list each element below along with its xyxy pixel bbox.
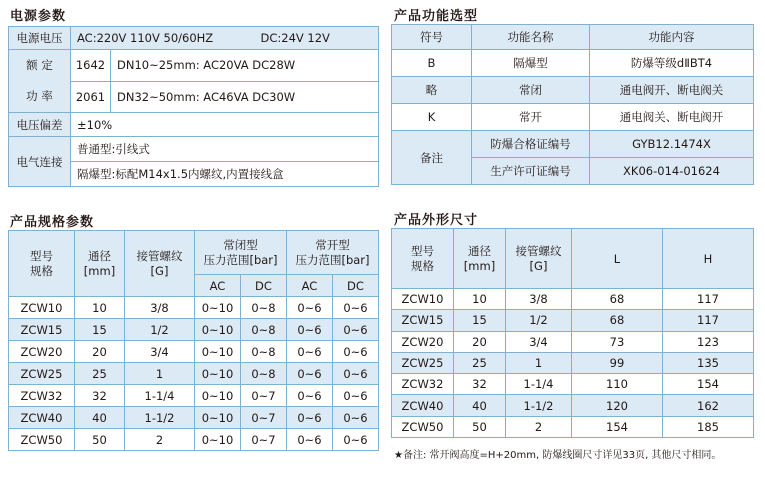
nc-dc-cell: 0~7: [241, 407, 287, 429]
table-row: [392, 310, 754, 331]
model-cell: ZCW15: [392, 310, 454, 331]
h-cell: 135: [663, 352, 754, 373]
no-ac-cell: 0~6: [287, 385, 333, 407]
spec-header-normally-open: [287, 231, 379, 275]
l-cell: 120: [572, 395, 663, 416]
dn-cell: 40: [75, 407, 125, 429]
table-row: [9, 385, 379, 407]
spec-header-model: [9, 231, 75, 297]
rated-power-label: [9, 50, 71, 113]
model-cell: ZCW10: [392, 289, 454, 310]
thread-cell: 3/4: [506, 331, 572, 352]
dn-cell: 25: [454, 352, 506, 373]
rated-code: 1642: [71, 50, 111, 82]
no-dc-cell: 0~6: [333, 297, 379, 319]
voltage-value: [71, 27, 379, 50]
no-dc-cell: 0~6: [333, 319, 379, 341]
nc-ac-cell: 0~10: [195, 429, 241, 451]
connection-normal: 普通型:引线式: [71, 137, 379, 162]
rated-label-line-1: 额 定: [26, 58, 53, 72]
table-row: [9, 319, 379, 341]
model-cell: ZCW20: [9, 341, 75, 363]
no-dc-cell: 0~6: [333, 429, 379, 451]
rated-label-line-2: 功 率: [26, 89, 53, 103]
nc-ac-cell: 0~10: [195, 319, 241, 341]
thread-cell: 3/4: [125, 341, 195, 363]
table-row: [392, 331, 754, 352]
license-value: XK06-014-01624: [590, 158, 754, 185]
rated-range: DN10~25mm: AC20VA DC28W: [111, 50, 379, 82]
thread-cell: 1-1/4: [125, 385, 195, 407]
function-section-title: 产品功能选型: [394, 9, 479, 24]
no-ac-cell: 0~6: [287, 297, 333, 319]
no-dc-cell: 0~6: [333, 385, 379, 407]
no-ac-cell: 0~6: [287, 407, 333, 429]
header-line: 通径: [468, 243, 491, 258]
spec-header-dn: [75, 231, 125, 297]
h-cell: 117: [663, 289, 754, 310]
no-dc-cell: 0~6: [333, 407, 379, 429]
thread-cell: 1: [506, 352, 572, 373]
nc-dc-cell: 0~8: [241, 297, 287, 319]
table-row: [9, 363, 379, 385]
dims-table: [391, 228, 754, 438]
function-content: 防爆等级dⅡBT4: [590, 50, 754, 77]
dn-cell: 32: [454, 374, 506, 395]
license-label: 生产许可证编号: [472, 158, 590, 185]
spec-sub-header: AC: [195, 275, 241, 297]
voltage-label: 电源电压: [9, 27, 71, 50]
rated-code: 2061: [71, 81, 111, 113]
nc-ac-cell: 0~10: [195, 385, 241, 407]
header-line: 规格: [411, 258, 434, 273]
spec-sub-header: DC: [333, 275, 379, 297]
dn-cell: 10: [454, 289, 506, 310]
no-ac-cell: 0~6: [287, 341, 333, 363]
table-row: [9, 297, 379, 319]
header-line: [G]: [529, 258, 548, 273]
l-cell: 99: [572, 352, 663, 373]
remark-label: 备注: [392, 131, 472, 185]
function-header: 功能内容: [590, 25, 754, 50]
function-name: 常开: [472, 104, 590, 131]
table-row: [392, 416, 754, 437]
header-line: 常开型: [315, 237, 350, 252]
model-cell: ZCW50: [9, 429, 75, 451]
thread-cell: 3/8: [125, 297, 195, 319]
thread-cell: 2: [506, 416, 572, 437]
header-line: 接管螺纹: [515, 243, 562, 258]
nc-ac-cell: 0~10: [195, 341, 241, 363]
model-cell: ZCW40: [9, 407, 75, 429]
table-row: [392, 50, 754, 77]
voltage-dc: DC:24V 12V: [260, 31, 330, 45]
no-dc-cell: 0~6: [333, 363, 379, 385]
thread-cell: 3/8: [506, 289, 572, 310]
no-ac-cell: 0~6: [287, 429, 333, 451]
model-cell: ZCW10: [9, 297, 75, 319]
power-table: [8, 26, 379, 187]
dn-cell: 40: [454, 395, 506, 416]
dims-note: ★备注: 常开阀高度=H+20mm, 防爆线圈尺寸详见33页, 其他尺寸相同。: [394, 450, 722, 461]
certificate-label: 防爆合格证编号: [472, 131, 590, 158]
table-row: [392, 104, 754, 131]
function-symbol: K: [392, 104, 472, 131]
header-line: 常闭型: [223, 237, 258, 252]
nc-dc-cell: 0~7: [241, 385, 287, 407]
function-name: 常闭: [472, 77, 590, 104]
function-table: [391, 24, 754, 185]
dn-cell: 10: [75, 297, 125, 319]
thread-cell: 2: [125, 429, 195, 451]
h-cell: 162: [663, 395, 754, 416]
nc-dc-cell: 0~8: [241, 319, 287, 341]
no-ac-cell: 0~6: [287, 319, 333, 341]
table-row: [392, 352, 754, 373]
header-line: 压力范围[bar]: [203, 252, 278, 267]
spec-header-thread: [125, 231, 195, 297]
thread-cell: 1-1/4: [506, 374, 572, 395]
nc-dc-cell: 0~8: [241, 363, 287, 385]
thread-cell: 1: [125, 363, 195, 385]
header-line: 接管螺纹: [136, 248, 183, 263]
function-content: 通电阀关、断电阀开: [590, 104, 754, 131]
dn-cell: 50: [75, 429, 125, 451]
l-cell: 73: [572, 331, 663, 352]
table-row: [9, 407, 379, 429]
nc-ac-cell: 0~10: [195, 363, 241, 385]
h-cell: 154: [663, 374, 754, 395]
model-cell: ZCW32: [9, 385, 75, 407]
nc-dc-cell: 0~8: [241, 341, 287, 363]
table-row: [392, 131, 754, 158]
model-cell: ZCW15: [9, 319, 75, 341]
dn-cell: 15: [454, 310, 506, 331]
model-cell: ZCW50: [392, 416, 454, 437]
model-cell: ZCW40: [392, 395, 454, 416]
table-row: [9, 429, 379, 451]
h-cell: 185: [663, 416, 754, 437]
dims-header-thread: [506, 229, 572, 289]
spec-header-normally-closed: [195, 231, 287, 275]
function-content: 通电阀开、断电阀关: [590, 77, 754, 104]
no-ac-cell: 0~6: [287, 363, 333, 385]
l-cell: 68: [572, 289, 663, 310]
no-dc-cell: 0~6: [333, 341, 379, 363]
thread-cell: 1/2: [506, 310, 572, 331]
function-name: 隔爆型: [472, 50, 590, 77]
l-cell: 68: [572, 310, 663, 331]
dims-header-dn: [454, 229, 506, 289]
header-line: 型号: [30, 248, 53, 263]
header-line: 型号: [411, 243, 434, 258]
dn-cell: 15: [75, 319, 125, 341]
connection-explosion: 隔爆型:标配M14x1.5内螺纹,内置接线盒: [71, 162, 379, 187]
rated-range: DN32~50mm: AC46VA DC30W: [111, 81, 379, 113]
h-cell: 117: [663, 310, 754, 331]
header-line: [mm]: [83, 263, 116, 278]
nc-ac-cell: 0~10: [195, 297, 241, 319]
h-cell: 123: [663, 331, 754, 352]
dn-cell: 25: [75, 363, 125, 385]
table-row: [392, 289, 754, 310]
deviation-value: ±10%: [71, 113, 379, 137]
header-line: [mm]: [463, 258, 496, 273]
nc-ac-cell: 0~10: [195, 407, 241, 429]
function-header: 符号: [392, 25, 472, 50]
l-cell: 154: [572, 416, 663, 437]
header-line: 压力范围[bar]: [295, 252, 370, 267]
certificate-value: GYB12.1474X: [590, 131, 754, 158]
function-symbol: B: [392, 50, 472, 77]
dn-cell: 50: [454, 416, 506, 437]
spec-table: [8, 230, 379, 451]
table-row: [9, 341, 379, 363]
power-section-title: 电源参数: [10, 9, 67, 24]
thread-cell: 1-1/2: [125, 407, 195, 429]
nc-dc-cell: 0~7: [241, 429, 287, 451]
connection-label: 电气连接: [9, 137, 71, 187]
deviation-label: 电压偏差: [9, 113, 71, 137]
header-line: 规格: [30, 263, 53, 278]
dn-cell: 32: [75, 385, 125, 407]
function-symbol: 略: [392, 77, 472, 104]
dn-cell: 20: [75, 341, 125, 363]
dims-header-h: H: [663, 229, 754, 289]
header-line: 通径: [88, 248, 111, 263]
spec-section-title: 产品规格参数: [10, 215, 95, 230]
model-cell: ZCW20: [392, 331, 454, 352]
dims-section-title: 产品外形尺寸: [394, 213, 479, 228]
model-cell: ZCW25: [9, 363, 75, 385]
header-line: [G]: [150, 263, 169, 278]
dn-cell: 20: [454, 331, 506, 352]
dims-header-l: L: [572, 229, 663, 289]
spec-sub-header: AC: [287, 275, 333, 297]
table-row: [392, 395, 754, 416]
dims-header-model: [392, 229, 454, 289]
table-row: [392, 77, 754, 104]
model-cell: ZCW25: [392, 352, 454, 373]
spec-sub-header: DC: [241, 275, 287, 297]
thread-cell: 1/2: [125, 319, 195, 341]
function-header: 功能名称: [472, 25, 590, 50]
voltage-ac: AC:220V 110V 50/60HZ: [77, 31, 214, 45]
thread-cell: 1-1/2: [506, 395, 572, 416]
table-row: [392, 374, 754, 395]
l-cell: 110: [572, 374, 663, 395]
model-cell: ZCW32: [392, 374, 454, 395]
